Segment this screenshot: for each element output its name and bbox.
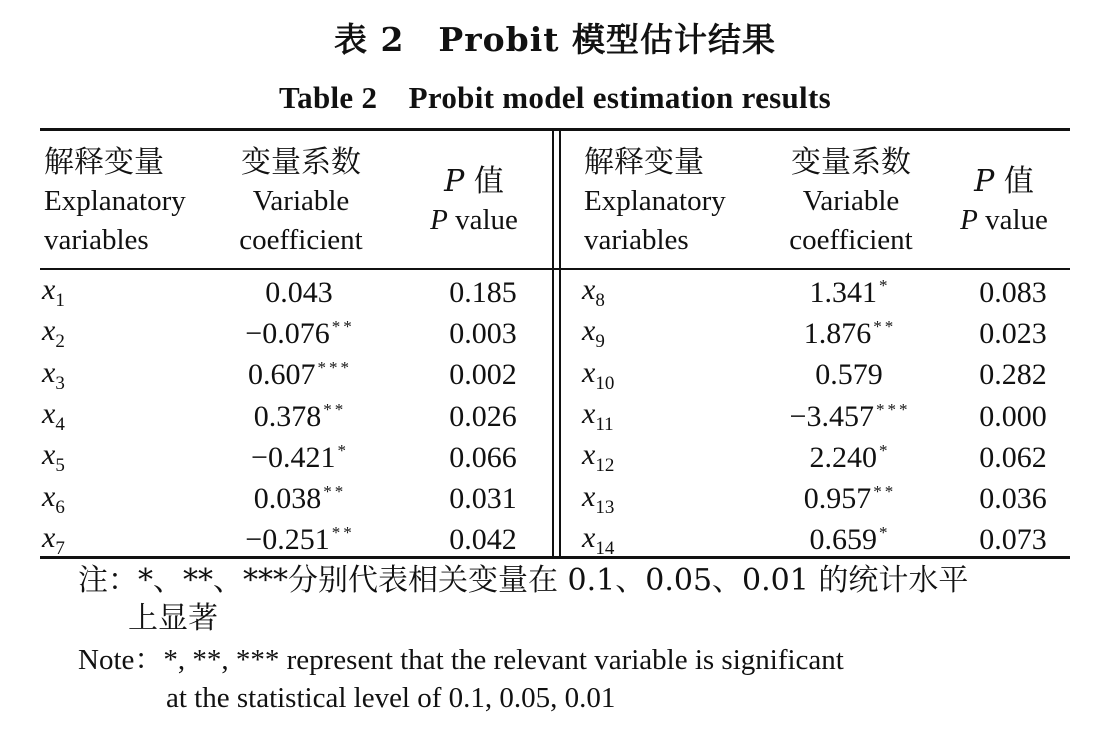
p-value-cell: 0.003	[449, 316, 517, 350]
header-var-cn: 解释变量	[44, 145, 164, 180]
header-var-en-line2: variables	[44, 224, 149, 256]
coefficient-cell	[742, 437, 958, 478]
variable-cell	[582, 437, 742, 478]
variable-cell	[42, 437, 192, 478]
variable-symbol: x	[42, 397, 56, 431]
p-value-cell: 0.282	[979, 358, 1047, 392]
variable-cell	[582, 272, 742, 313]
p-value-cell: 0.185	[449, 275, 517, 309]
variable-subscript: 9	[595, 331, 605, 353]
significance-stars: **	[323, 399, 347, 419]
variable-subscript: 11	[595, 414, 614, 436]
p-value-cell: 0.026	[449, 399, 517, 433]
header-p-symbol: P	[444, 164, 465, 199]
variable-subscript: 12	[595, 455, 615, 477]
footnote-chinese-line2: 上显著	[128, 601, 218, 636]
significance-stars: **	[323, 482, 347, 502]
coefficient-value: 1.341	[809, 275, 877, 309]
variable-subscript: 13	[595, 496, 615, 518]
coefficient-cell	[192, 272, 408, 313]
results-table-left	[42, 272, 558, 561]
coefficient-cell	[192, 520, 408, 561]
header-p-cn-text: 值	[464, 164, 504, 199]
coefficient-cell	[192, 437, 408, 478]
table-title-english: Table 2 Probit model estimation results	[279, 80, 831, 115]
coefficient-value: 2.240	[809, 440, 877, 474]
p-value-cell: 0.073	[979, 523, 1047, 557]
table-row	[42, 272, 558, 313]
variable-subscript: 7	[55, 537, 65, 559]
significance-stars: ***	[317, 358, 352, 378]
coefficient-value: −3.457	[789, 399, 874, 433]
variable-cell	[42, 313, 192, 354]
header-explanatory-variables-right	[584, 143, 726, 260]
coefficient-value: 0.579	[815, 358, 883, 392]
coefficient-cell	[742, 520, 958, 561]
footnote-english-line2: at the statistical level of 0.1, 0.05, 0.01	[166, 682, 616, 714]
coefficient-value: 0.957	[803, 482, 872, 516]
variable-cell	[42, 520, 192, 561]
significance-stars: **	[331, 523, 355, 543]
header-p-value-right	[940, 162, 1068, 240]
significance-stars: ***	[875, 399, 911, 419]
variable-subscript: 8	[595, 290, 605, 312]
table-row	[582, 355, 1068, 396]
variable-symbol: x	[582, 438, 596, 472]
p-value-cell: 0.031	[449, 482, 517, 516]
header-var-en-line1: Explanatory	[44, 185, 186, 217]
variable-cell	[582, 313, 742, 354]
header-var-en-line1: Explanatory	[584, 185, 726, 217]
results-table-right	[582, 272, 1068, 561]
variable-subscript: 1	[55, 290, 65, 312]
variable-symbol: x	[42, 438, 56, 472]
coefficient-cell	[742, 396, 958, 437]
header-p-en-text: value	[447, 204, 518, 236]
footnote-chinese-line1: 注：*、**、***分别代表相关变量在 0.1、0.05、0.01 的统计水平	[78, 563, 969, 598]
variable-subscript: 3	[55, 372, 65, 394]
coefficient-value: 0.659	[809, 523, 877, 557]
variable-symbol: x	[42, 479, 56, 513]
variable-subscript: 14	[595, 537, 615, 559]
p-value-cell: 0.036	[979, 482, 1047, 516]
table-row	[42, 355, 558, 396]
variable-subscript: 4	[55, 414, 65, 436]
table-row	[42, 437, 558, 478]
header-p-symbol: P	[974, 164, 995, 199]
coefficient-cell	[192, 396, 408, 437]
footnote-chinese	[78, 562, 1078, 638]
header-explanatory-variables-left	[44, 143, 186, 260]
variable-cell	[42, 355, 192, 396]
table-row	[42, 520, 558, 561]
header-p-value-left	[410, 162, 538, 240]
table-row	[42, 313, 558, 354]
p-value-cell: 0.002	[449, 358, 517, 392]
p-value-cell: 0.000	[979, 399, 1047, 433]
coefficient-value: 0.378	[253, 399, 322, 433]
variable-subscript: 6	[55, 496, 65, 518]
variable-cell	[582, 520, 742, 561]
table-row	[42, 396, 558, 437]
header-coef-en-line1: Variable	[252, 185, 350, 217]
coefficient-value: −0.076	[245, 316, 330, 350]
coefficient-cell	[192, 478, 408, 519]
p-value-cell: 0.062	[979, 440, 1047, 474]
variable-symbol: x	[42, 273, 56, 307]
table-row	[582, 520, 1068, 561]
p-value-cell: 0.023	[979, 316, 1047, 350]
column-divider-right-line	[559, 131, 561, 556]
coefficient-value: −0.251	[245, 523, 330, 557]
significance-stars: *	[337, 440, 349, 460]
header-p-en-text: value	[977, 204, 1048, 236]
footnote-english-line1: Note：*, **, *** represent that the relevant variable is significant	[78, 644, 844, 676]
header-variable-coefficient-left	[222, 143, 380, 260]
header-coef-en-line2: coefficient	[789, 224, 913, 256]
header-coef-en-line2: coefficient	[239, 224, 363, 256]
significance-stars: *	[879, 440, 891, 460]
variable-symbol: x	[42, 355, 56, 389]
variable-cell	[42, 396, 192, 437]
coefficient-value: 1.876	[803, 316, 872, 350]
variable-cell	[42, 272, 192, 313]
variable-symbol: x	[582, 479, 596, 513]
variable-cell	[42, 478, 192, 519]
variable-symbol: x	[42, 520, 56, 554]
top-rule	[40, 128, 1070, 131]
significance-stars: **	[873, 316, 897, 336]
variable-cell	[582, 478, 742, 519]
coefficient-value: −0.421	[251, 440, 336, 474]
coefficient-value: 0.038	[253, 482, 322, 516]
variable-symbol: x	[582, 314, 596, 348]
significance-stars: **	[873, 482, 897, 502]
table-row	[582, 478, 1068, 519]
header-var-cn: 解释变量	[584, 145, 704, 180]
variable-subscript: 5	[55, 455, 65, 477]
significance-stars: **	[331, 316, 355, 336]
table-title-chinese: 表 2 Probit 模型估计结果	[333, 20, 776, 59]
coefficient-cell	[742, 355, 958, 396]
significance-stars: *	[879, 275, 891, 295]
variable-symbol: x	[582, 273, 596, 307]
table-row	[582, 272, 1068, 313]
header-rule	[40, 268, 1070, 270]
p-value-cell: 0.083	[979, 275, 1047, 309]
p-value-cell: 0.066	[449, 440, 517, 474]
p-value-cell: 0.042	[449, 523, 517, 557]
coefficient-cell	[192, 355, 408, 396]
header-coef-cn: 变量系数	[241, 145, 361, 180]
header-variable-coefficient-right	[772, 143, 930, 260]
variable-symbol: x	[582, 397, 596, 431]
variable-symbol: x	[42, 314, 56, 348]
table-row	[582, 313, 1068, 354]
coefficient-cell	[742, 313, 958, 354]
coefficient-cell	[192, 313, 408, 354]
coefficient-value: 0.043	[265, 275, 333, 309]
header-p-cn-text: 值	[994, 164, 1034, 199]
variable-symbol: x	[582, 355, 596, 389]
variable-cell	[582, 355, 742, 396]
significance-stars: *	[879, 523, 891, 543]
footnote-english	[78, 641, 1078, 717]
header-p-en-symbol: P	[960, 204, 978, 236]
coefficient-value: 0.607	[248, 358, 316, 392]
coefficient-cell	[742, 478, 958, 519]
table-row	[582, 396, 1068, 437]
table-row	[582, 437, 1068, 478]
table-row	[42, 478, 558, 519]
header-coef-cn: 变量系数	[791, 145, 911, 180]
variable-symbol: x	[582, 520, 596, 554]
variable-subscript: 10	[595, 372, 615, 394]
coefficient-cell	[742, 272, 958, 313]
header-p-en-symbol: P	[430, 204, 448, 236]
variable-subscript: 2	[55, 331, 65, 353]
variable-cell	[582, 396, 742, 437]
header-coef-en-line1: Variable	[802, 185, 900, 217]
header-var-en-line2: variables	[584, 224, 689, 256]
